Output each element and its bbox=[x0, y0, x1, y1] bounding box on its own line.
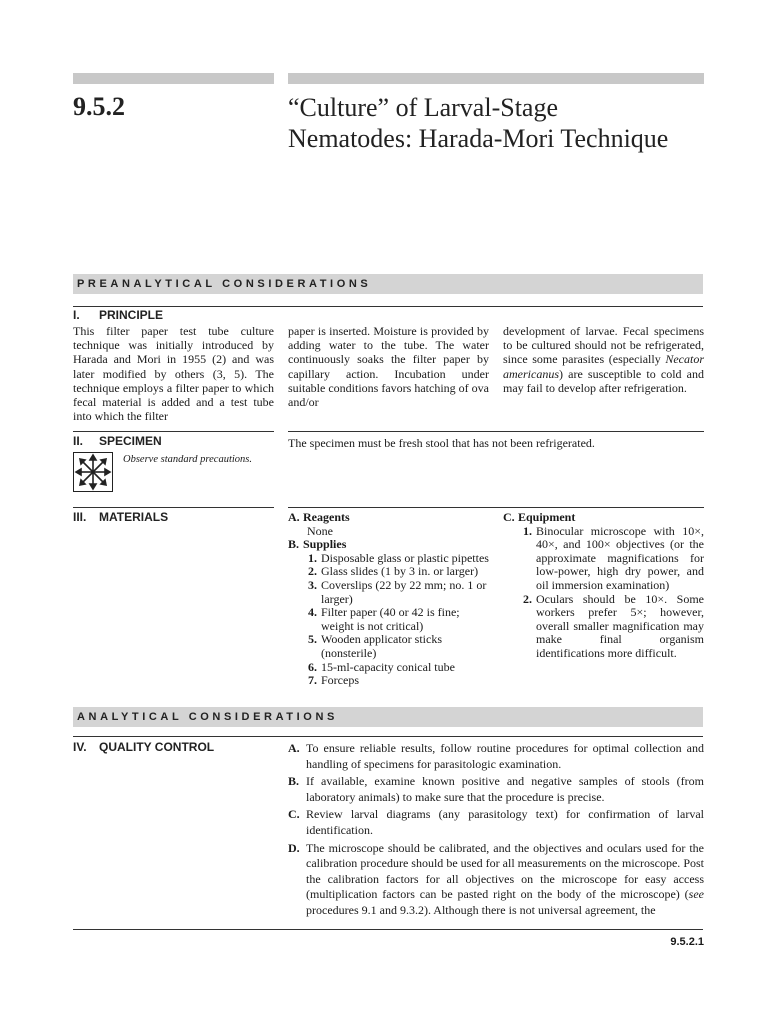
materials-rule-left bbox=[73, 507, 274, 508]
list-item bbox=[517, 593, 704, 661]
materials-heading-num: III. bbox=[73, 510, 87, 524]
specimen-text: The specimen must be fresh stool that has not been refrigerated. bbox=[288, 436, 595, 450]
biohazard-precaution-icon bbox=[73, 452, 113, 492]
list-item-text: Glass slides (1 by 3 in. or larger) bbox=[321, 564, 479, 579]
list-item-number: 2. bbox=[523, 591, 532, 606]
supplies-label: B. bbox=[288, 537, 300, 552]
materials-col-left bbox=[288, 511, 491, 688]
list-item bbox=[288, 774, 704, 805]
specimen-heading-text: SPECIMEN bbox=[99, 434, 162, 448]
preanalytical-band: PREANALYTICAL CONSIDERATIONS bbox=[73, 274, 703, 294]
supplies-list bbox=[288, 552, 491, 688]
list-item bbox=[302, 606, 491, 633]
list-item-text: Review larval diagrams (any parasitology text) for confirmation of larval identification. bbox=[306, 807, 704, 837]
qc-rule bbox=[73, 736, 703, 737]
list-item-label: B. bbox=[288, 774, 300, 789]
header-rule-right bbox=[288, 73, 704, 84]
header-rule-left bbox=[73, 73, 274, 84]
list-item-text: Filter paper (40 or 42 is fine; weight is not critical) bbox=[321, 605, 460, 633]
list-item-number: 3. bbox=[308, 577, 317, 592]
list-item bbox=[302, 552, 491, 566]
list-item-label: C. bbox=[288, 807, 300, 822]
precaution-arrows-icon bbox=[74, 453, 112, 491]
list-item bbox=[517, 525, 704, 593]
materials-heading-text: MATERIALS bbox=[99, 510, 169, 524]
list-item bbox=[302, 633, 491, 660]
list-item-text: If available, examine known positive and negative samples of stools (from laboratory animals) to make sure that the procedure is precise. bbox=[306, 774, 704, 804]
reagents-title: Reagents bbox=[303, 510, 350, 524]
list-item bbox=[288, 841, 704, 919]
list-item bbox=[302, 674, 491, 688]
list-item-text bbox=[306, 841, 704, 919]
page-title-line2: Nematodes: Harada-Mori Technique bbox=[288, 124, 669, 153]
list-item-text: Coverslips (22 by 22 mm; no. 1 or larger) bbox=[321, 577, 487, 606]
section-number: 9.5.2 bbox=[73, 92, 125, 121]
qc-heading bbox=[73, 740, 214, 754]
footer-rule bbox=[73, 929, 703, 930]
list-item-number: 2. bbox=[308, 564, 317, 579]
list-item-text: Forceps bbox=[321, 673, 359, 688]
principle-col2: paper is inserted. Moisture is provided by adding water to the tube. The water continuously soaks the filter paper by capillary action. Incubation under suitable conditions favors hatching of ova and/or bbox=[288, 324, 489, 410]
list-item-text: Binocular microscope with 10×, 40×, and 100× objectives (or the approximate magnifications for low-power, high dry power, and oil immersion examination) bbox=[536, 523, 704, 592]
list-item bbox=[302, 661, 491, 675]
specimen-heading bbox=[73, 434, 162, 448]
list-item-text: 15-ml-capacity conical tube bbox=[321, 659, 455, 674]
list-item bbox=[288, 741, 704, 772]
principle-col3 bbox=[503, 324, 704, 395]
list-item-number: 5. bbox=[308, 632, 317, 647]
supplies-title: Supplies bbox=[303, 537, 347, 552]
specimen-heading-num: II. bbox=[73, 434, 84, 448]
qc-item-d-a: The microscope should be calibrated, and the objectives and oculars used for the calibration procedure should be used for all measurements on the microscope. Post the calibration factors for all objectives on the microscope for easy access (multiplication factors can be pasted right on the body of the microscope) ( bbox=[306, 840, 704, 902]
principle-col3-a: development of larvae. Fecal specimens to be cultured should not be refrigerated, since some parasites (especially bbox=[503, 324, 704, 367]
list-item bbox=[302, 565, 491, 579]
principle-rule bbox=[73, 306, 703, 307]
principle-heading-num: I. bbox=[73, 308, 80, 322]
principle-col3-b: ) are susceptible to cold and may fail to develop after refrigeration. bbox=[503, 366, 704, 395]
equipment-title: Equipment bbox=[518, 510, 576, 524]
materials-col-right bbox=[503, 511, 704, 661]
list-item-number: 1. bbox=[523, 523, 532, 538]
list-item-text: Disposable glass or plastic pipettes bbox=[321, 550, 489, 565]
reagents-value: None bbox=[307, 523, 333, 538]
equipment-heading bbox=[503, 511, 704, 525]
specimen-rule-left bbox=[73, 431, 274, 432]
page-number: 9.5.2.1 bbox=[670, 936, 704, 948]
list-item bbox=[288, 807, 704, 838]
analytical-band: ANALYTICAL CONSIDERATIONS bbox=[73, 707, 703, 727]
qc-heading-num: IV. bbox=[73, 740, 87, 754]
equipment-label: C. bbox=[503, 510, 515, 524]
specimen-precaution: Observe standard precautions. bbox=[123, 454, 252, 465]
supplies-heading bbox=[288, 538, 491, 552]
principle-heading-text: PRINCIPLE bbox=[99, 308, 164, 322]
materials-heading bbox=[73, 510, 168, 524]
qc-heading-text: QUALITY CONTROL bbox=[99, 740, 215, 754]
reagents-heading bbox=[288, 511, 491, 525]
list-item bbox=[302, 579, 491, 606]
list-item-text: To ensure reliable results, follow routine procedures for optimal collection and handling of specimens for parasitologic examination. bbox=[306, 741, 704, 771]
principle-heading bbox=[73, 308, 163, 322]
qc-item-d-b: procedures 9.1 and 9.3.2). Although there is not universal agreement, the bbox=[306, 902, 656, 917]
list-item-number: 4. bbox=[308, 605, 317, 620]
principle-col3-italic: Necator americanus bbox=[503, 352, 704, 381]
list-item-number: 7. bbox=[308, 673, 317, 688]
equipment-list bbox=[503, 525, 704, 661]
qc-list bbox=[288, 741, 704, 921]
page-title bbox=[288, 92, 668, 154]
list-item-label: D. bbox=[288, 840, 300, 855]
qc-item-d-italic: see bbox=[688, 887, 704, 902]
principle-col1: This filter paper test tube culture technique was initially introduced by Harada and Mori in 1955 (2) and was later modified by others (3, 5). The technique employs a filter paper to which fecal material is added and a test tube into which the filter bbox=[73, 324, 274, 424]
list-item-number: 6. bbox=[308, 659, 317, 674]
list-item-label: A. bbox=[288, 741, 300, 755]
list-item-number: 1. bbox=[308, 550, 317, 565]
list-item-text: Oculars should be 10×. Some workers prefer 5×; however, overall smaller magnification may make final organism identifications more difficult. bbox=[536, 591, 704, 660]
reagents-label: A. bbox=[288, 510, 300, 524]
materials-rule-right bbox=[288, 507, 704, 508]
list-item-text: Wooden applicator sticks (nonsterile) bbox=[321, 632, 443, 660]
page-title-line1: “Culture” of Larval-Stage bbox=[288, 93, 558, 122]
specimen-rule-right bbox=[288, 431, 704, 432]
